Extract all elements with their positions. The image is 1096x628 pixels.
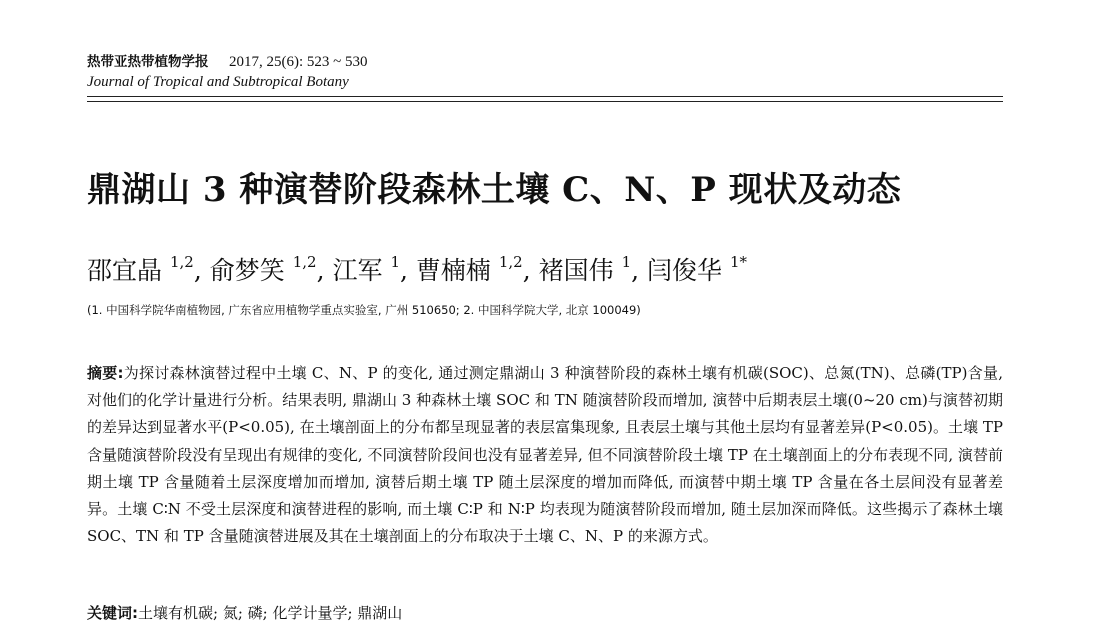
affiliations: (1. 中国科学院华南植物园, 广东省应用植物学重点实验室, 广州 510650; 2. 中国科学院大学, 北京 100049): [87, 303, 641, 317]
journal-name-en: Journal of Tropical and Subtropical Botany: [87, 74, 349, 90]
abstract-label: 摘要:: [87, 364, 124, 382]
author-separator: ,: [316, 256, 333, 285]
author-2: [209, 253, 333, 285]
paper-title: 鼎湖山 3 种演替阶段森林土壤 C、N、P 现状及动态: [87, 170, 902, 210]
header-rule-thin: [87, 101, 1003, 102]
keywords: [87, 600, 402, 627]
abstract: [87, 360, 1003, 550]
author-separator: ,: [399, 256, 416, 285]
author-affiliation: 1: [390, 253, 400, 271]
author-name: 俞梦笑: [209, 256, 285, 285]
author-5: [538, 253, 648, 285]
header-rule-thick: [87, 96, 1003, 97]
author-name: 邵宜晶: [87, 256, 163, 285]
author-affiliation: 1*: [730, 253, 748, 271]
paper-page: [87, 0, 1003, 628]
keywords-label: 关键词:: [87, 604, 138, 622]
author-name: 闫俊华: [647, 256, 723, 285]
author-4: [415, 253, 539, 285]
author-1: [87, 253, 210, 285]
author-affiliation: 1,2: [169, 253, 194, 271]
author-affiliation: 1,2: [292, 253, 317, 271]
author-affiliation: 1,2: [498, 253, 523, 271]
author-separator: ,: [631, 256, 648, 285]
journal-header: [87, 50, 367, 71]
keywords-text: 土壤有机碳; 氮; 磷; 化学计量学; 鼎湖山: [138, 604, 403, 622]
author-name: 江军: [332, 256, 383, 285]
author-6: [647, 253, 748, 285]
author-3: [332, 253, 416, 285]
author-name: 曹楠楠: [415, 256, 491, 285]
journal-citation: 2017, 25(6): 523 ~ 530: [228, 54, 368, 70]
author-affiliation: 1: [621, 253, 632, 271]
author-separator: ,: [193, 256, 210, 285]
author-list: [87, 253, 748, 286]
journal-name-cn: 热带亚热带植物学报: [87, 54, 209, 70]
author-separator: ,: [522, 256, 539, 285]
author-name: 褚国伟: [538, 256, 614, 285]
abstract-text: 为探讨森林演替过程中土壤 C、N、P 的变化, 通过测定鼎湖山 3 种演替阶段的森林土壤有机碳(SOC)、总氮(TN)、总磷(TP)含量, 对他们的化学计量进行分析。结果表明, 鼎湖山 3 种森林土壤 SOC 和 TN 随演替阶段而增加, 演替中后期表层土壤(0~20 cm)与演替初期的差异达到显著水平(P<0.05), 在土壤剖面上的分布都呈现显著的表层富集现象, 且表层土壤与其他土层均有显著差异(P<0.05)。土壤 TP 含量随演替阶段没有呈现出有规律的变化, 不同演替阶段间也没有显著差异, 但不同演替阶段土壤 TP 在土壤剖面上的分布表现不同, 演替前期土壤 TP 含量随着土层深度增加而增加, 演替后期土壤 TP 随土层深度的增加而降低, 而演替中期土壤 TP 含量在各土层间没有显著差异。土壤 C∶N 不受土层深度和演替进程的影响, 而土壤 C∶P 和 N∶P 均表现为随演替阶段而增加, 随土层加深而降低。这些揭示了森林土壤 SOC、TN 和 TP 含量随演替进展及其在土壤剖面上的分布取决于土壤 C、N、P 的来源方式。: [87, 364, 1003, 546]
